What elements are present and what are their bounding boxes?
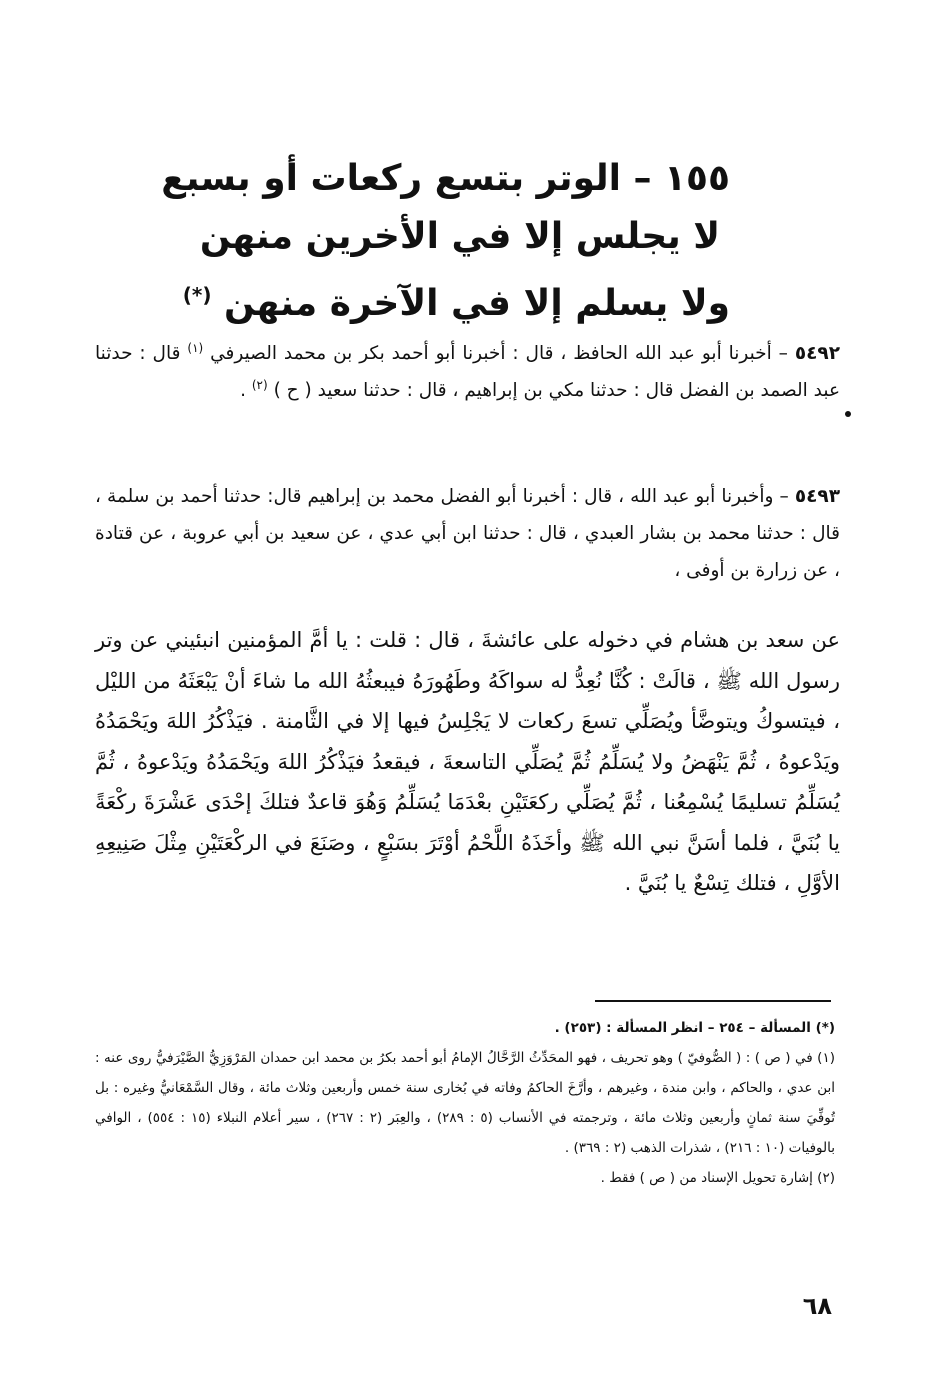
- heading-line-3: [182, 266, 730, 333]
- hadith-5493: [95, 478, 840, 589]
- hadith-5492-text-b: قال : حدثنا عبد الصمد بن الفضل قال : حدثنا مكي بن إبراهيم ، قال : حدثنا سعيد ( ح ): [95, 343, 840, 401]
- heading-footnote-mark: (*): [182, 283, 212, 307]
- footnotes: [95, 1013, 835, 1193]
- hadith-number-5493: ٥٤٩٣: [794, 486, 840, 507]
- footnote-star-mark: (*): [815, 1020, 835, 1036]
- hadith-5493-isnad: – وأخبرنا أبو عبد الله ، قال : أخبرنا أبو الفضل محمد بن إبراهيم قال: حدثنا أحمد بن سلمة ، قال : حدثنا محمد بن بشار العبدي ، قال : حدثنا ابن أبي عدي ، عن سعيد بن أبي عروبة ، عن قتادة ، عن زرارة بن أوفى ،: [95, 486, 840, 581]
- heading-line-1: ١٥٥ – الوتر بتسع ركعات أو بسبع: [161, 158, 730, 199]
- hadith-5492: [95, 335, 840, 409]
- footnote-ref-2: (٢): [251, 377, 268, 392]
- footnote-star: [95, 1013, 835, 1043]
- hadith-5492-text-a: – أخبرنا أبو عبد الله الحافظ ، قال : أخبرنا أبو أحمد بكر بن محمد الصيرفي: [203, 343, 795, 364]
- chapter-heading: [161, 150, 730, 333]
- hadith-5492-text-c: .: [240, 380, 252, 401]
- page-number: ٦٨: [802, 1292, 832, 1320]
- heading-line-2: لا يجلس إلا في الأخرين منهن: [199, 216, 721, 257]
- footnote-ref-1: (١): [187, 340, 204, 355]
- footnote-1: (١) في ( ص ) : ( الصُّوفيّ ) وهو تحريف ، فهو المحَدِّثُ الرَّحَّالُ الإمامُ أبو أحمد بكرُ بن محمد ابن حمدان المَرْوَزِيُّ الصَّيْرَفيُّ روى عنه : ابن عدي ، والحاكم ، وابن مندة ، وغيرهم ، وأرَّخَ الحاكمُ وفاته في بُخارى سنة خمس وأربعين وثلاث مائة ، وقال السَّمْعَانيُّ وغيره : بل تُوفِّيَ سنة ثمانٍ وأربعين وثلاث مائة ، وترجمته في الأنساب (٥ : ٢٨٩) ، والعِبَر (٢ : ٢٦٧) ، سير أعلام النبلاء (١٥ : ٥٥٤) ، الوافي بالوفيات (١٠ : ٢١٦) ، شذرات الذهب (٢ : ٣٦٩) .: [95, 1050, 835, 1156]
- heading-line-3-text: ولا يسلم إلا في الآخرة منهن: [224, 283, 730, 324]
- hadith-number-5492: ٥٤٩٢: [794, 343, 840, 364]
- margin-dot: [845, 411, 851, 417]
- footnote-2: (٢) إشارة تحويل الإسناد من ( ص ) فقط .: [600, 1170, 835, 1186]
- hadith-matn: عن سعد بن هشام في دخوله على عائشةَ ، قال : قلت : يا أمَّ المؤمنين انبئيني عن وتر رسول الله ﷺ ، قالَتْ : كُنَّا نُعِدُّ له سواكَهُ وطَهُورَهُ فيبعثُهُ الله ما شاءَ أنْ يَبْعَثَهُ من الليْل ، فيتسوكُ ويتوضَّأ ويُصَلِّي تسعَ ركعات لا يَجْلِسُ فيها إلا في الثَّامنة . فيَذْكُرُ اللهَ ويَحْمَدُهُ ويَدْعوهُ ، ثُمَّ يَنْهَضُ ولا يُسَلِّمُ ثُمَّ يُصَلِّي التاسعةَ ، فيقعدُ فيَذْكُرُ اللهَ ويَحْمَدُهُ ويَدْعوهُ ، ثُمَّ يُسَلِّمُ تسليمًا يُسْمِعُنا ، ثُمَّ يُصَلِّي ركعَتَيْنِ بعْدَمَا يُسَلِّمُ وَهُوَ قاعدٌ فتلكَ إحْدَى عَشْرَةَ ركْعَةً يا بُنَيَّ ، فلما أسَنَّ نبي الله ﷺ وأخَذَهُ اللَّحْمُ أوْتَرَ بسَبْعٍ ، وصَنَعَ في الركْعَتَيْنِ مِثْلَ صَنِيعِهِ الأوَّلِ ، فتلك تِسْعٌ يا بُنَيَّ .: [95, 628, 840, 895]
- footnote-star-text: المسألة – ٢٥٤ – انظر المسألة : (٢٥٣) .: [554, 1020, 816, 1036]
- footnote-separator: [595, 1000, 831, 1002]
